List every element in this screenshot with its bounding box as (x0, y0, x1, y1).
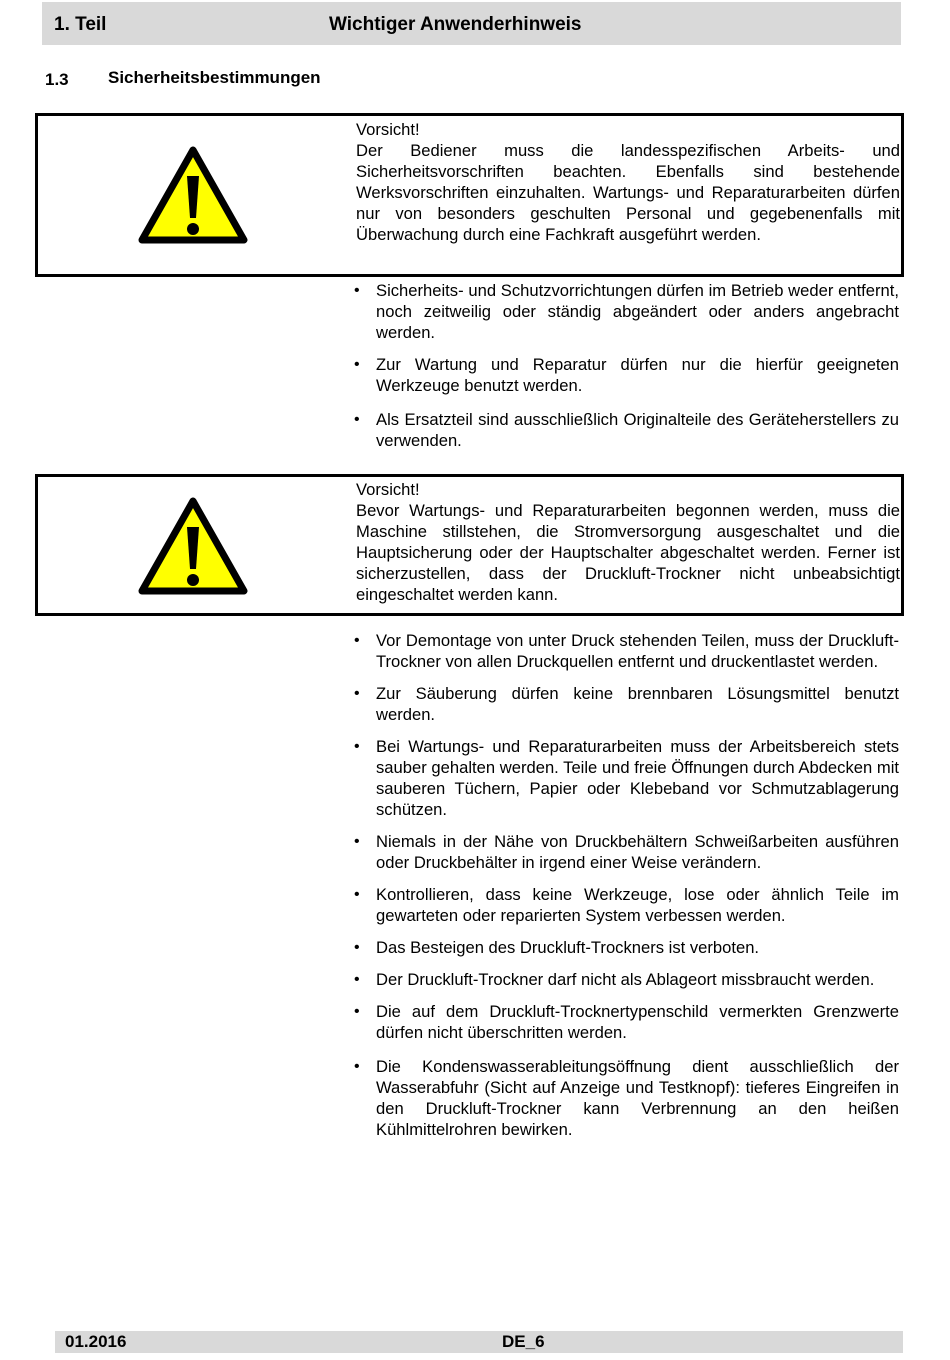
chapter-label: 1. Teil (54, 14, 107, 35)
chapter-title: Wichtiger Anwenderhinweis (329, 14, 582, 35)
page-footer (55, 1331, 903, 1353)
safety-list-1 (352, 280, 899, 451)
list-item: • Das Besteigen des Druckluft-Trockners ist verboten. (352, 937, 899, 958)
list-item: • Zur Säuberung dürfen keine brennbaren Lösungsmittel benutzt werden. (352, 683, 899, 725)
list-item: • Als Ersatzteil sind ausschließlich Originalteile des Geräteherstellers zu verwenden. (352, 409, 899, 451)
list-item: • Sicherheits- und Schutzvorrichtungen dürfen im Betrieb weder entfernt, noch zeitweilig oder ständig abgeändert oder anders angebracht werden. (352, 280, 899, 343)
page-header (42, 2, 901, 45)
list-item: • Zur Wartung und Reparatur dürfen nur die hierfür geeigneten Werkzeuge benutzt werden. (352, 354, 899, 396)
warning-1-text-block (356, 119, 900, 245)
page-number: DE_6 (502, 1332, 545, 1351)
list-item: • Die Kondenswasserableitungsöffnung dient ausschließlich der Wasserabfuhr (Sicht auf Anzeige und Testknopf): tieferes Eingreifen in den Druckluft-Trockner kann Verbrennung an den heißen Kühlmittelrohren bewirken. (352, 1056, 899, 1140)
warning-2-text-block (356, 479, 900, 605)
safety-list-2 (352, 630, 899, 1140)
warning-box-1 (35, 113, 904, 277)
warning-triangle-icon (138, 146, 248, 244)
warning-triangle-icon (138, 497, 248, 595)
section-number: 1.3 (45, 70, 69, 89)
warning-2-body: Bevor Wartungs- und Reparaturarbeiten begonnen werden, muss die Maschine stillstehen, die Stromversorgung ausgeschaltet und die Hauptsicherung oder der Hauptschalter abgeschaltet werden. Ferner ist sicherzustellen, dass der Druckluft-Trockner nicht unbeabsichtigt eingeschaltet werden kann. (356, 501, 900, 604)
list-item: • Kontrollieren, dass keine Werkzeuge, lose oder ähnlich Teile im gewarteten oder reparierten System verbessen werden. (352, 884, 899, 926)
list-item: • Die auf dem Druckluft-Trocknertypenschild vermerkten Grenzwerte dürfen nicht überschritten werden. (352, 1001, 899, 1043)
warning-2-heading: Vorsicht! (356, 480, 420, 499)
warning-1-body: Der Bediener muss die landesspezifischen Arbeits- und Sicherheitsvorschriften beachten. Ebenfalls sind bestehende Werksvorschriften einzuhalten. Wartungs- und Reparaturarbeiten dürfen nur von besonders geschulten Personal und gegebenenfalls mit Überwachung durch eine Fachkraft ausgeführt werden. (356, 141, 900, 244)
warning-box-2 (35, 474, 904, 616)
footer-date: 01.2016 (65, 1332, 127, 1351)
list-item: • Niemals in der Nähe von Druckbehältern Schweißarbeiten ausführen oder Druckbehälter in irgend einer Weise verändern. (352, 831, 899, 873)
list-item: • Bei Wartungs- und Reparaturarbeiten muss der Arbeitsbereich stets sauber gehalten werden. Teile und freie Öffnungen durch Abdecken mit sauberen Tüchern, Papier oder Klebeband vor Schmutzablagerung schützen. (352, 736, 899, 820)
section-title: Sicherheitsbestimmungen (108, 68, 321, 87)
list-item: • Vor Demontage von unter Druck stehenden Teilen, muss der Druckluft-Trockner von allen Druckquellen entfernt und druckentlastet werden. (352, 630, 899, 672)
list-item: • Der Druckluft-Trockner darf nicht als Ablageort missbraucht werden. (352, 969, 899, 990)
warning-1-heading: Vorsicht! (356, 120, 420, 139)
